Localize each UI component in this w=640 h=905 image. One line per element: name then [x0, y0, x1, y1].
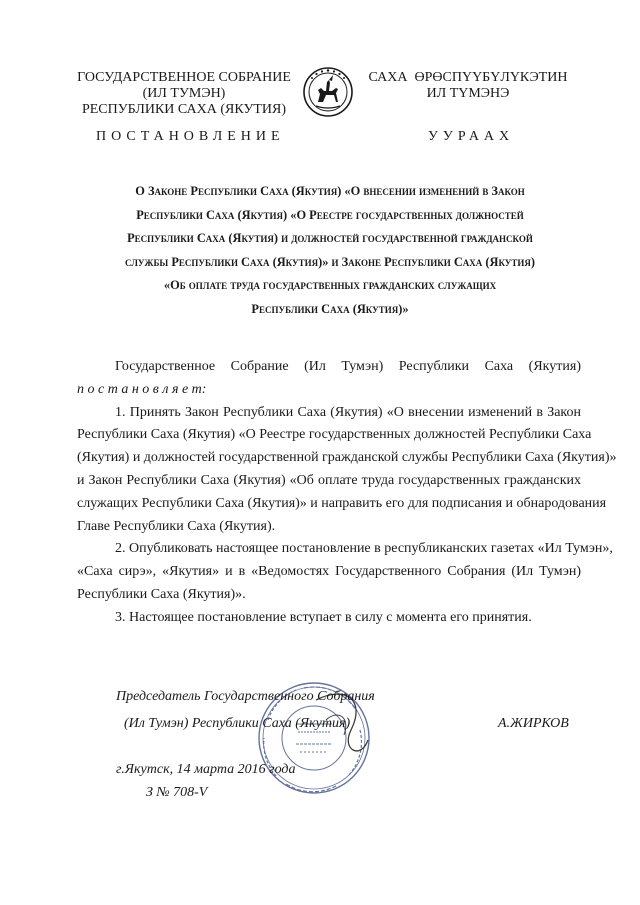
title-line-1: О Законе Республики Саха (Якутия) «О внесении изменений в Закон [135, 184, 525, 198]
header-right [362, 70, 574, 102]
item-1-line: служащих Республики Саха (Якутия)» и направить его для подписания и обнародования [77, 495, 607, 511]
header-left-line-3: РЕСПУБЛИКИ САХА (ЯКУТИЯ) [81, 102, 287, 117]
item-2-line: «Саха сирэ», «Якутия» и в «Ведомостях Государственного Собрания (Ил Тумэн) [77, 564, 581, 580]
doc-type-yakut: УУРААХ [428, 129, 515, 144]
title-line-3: Республики Саха (Якутия) и должностей государственной гражданской [127, 231, 533, 246]
title-line-5: «Об оплате труда государственных гражданских служащих [163, 278, 497, 293]
title-line-4: службы Республики Саха (Якутия)» и Законе Республики Саха (Якутия) [124, 254, 536, 269]
item-1-line: Главе Республики Саха (Якутия). [77, 518, 276, 534]
document-number: З № 708-V [146, 785, 208, 800]
header-left-line-2: (ИЛ ТУМЭН) [142, 86, 226, 101]
intro-line: Государственное Собрание (Ил Тумэн) Республики Саха (Якутия) [115, 359, 581, 374]
item-1 [77, 402, 617, 539]
header-right-line-2: ИЛ ТҮМЭНЭ [426, 86, 510, 101]
header-right-line-1: САХА ӨРӨСПҮҮБҮЛҮКЭТИН [368, 70, 568, 85]
item-2-line: Республики Саха (Якутия)». [77, 586, 246, 602]
item-1-line: Республики Саха (Якутия) «О Реестре государственных должностей Республики Саха [77, 427, 592, 443]
item-2 [77, 538, 613, 606]
place-date: г.Якутск, 14 марта 2016 года [116, 762, 296, 777]
item-1-line: (Якутия) и должностей государственной гражданской службы Республики Саха (Якутия)» [77, 450, 617, 466]
doc-type-russian: ПОСТАНОВЛЕНИЕ [96, 129, 285, 144]
header-left-line-1: ГОСУДАРСТВЕННОЕ СОБРАНИЕ [77, 70, 291, 85]
item-3: 3. Настоящее постановление вступает в силу с момента его принятия. [115, 609, 532, 625]
resolves-word: п о с т а н о в л я е т: [77, 381, 207, 397]
item-2-line: 2. Опубликовать настоящее постановление в республиканских газетах «Ил Тумэн», [115, 541, 613, 557]
signer-position-line-1: Председатель Государственного Собрания [116, 689, 375, 704]
signer-name: А.ЖИРКОВ [498, 716, 569, 731]
title-line-6: Республики Саха (Якутия)» [251, 301, 409, 316]
document-title [95, 180, 565, 322]
coat-of-arms-emblem [302, 66, 354, 118]
signer-position-line-2: (Ил Тумэн) Республики Саха (Якутия) [124, 716, 351, 731]
item-1-line: 1. Принять Закон Республики Саха (Якутия) «О внесении изменений в Закон [115, 404, 581, 420]
resolution-body [77, 356, 617, 630]
item-1-line: и Закон Республики Саха (Якутия) «Об оплате труда государственных гражданских [77, 472, 581, 488]
title-line-2: Республики Саха (Якутия) «О Реестре государственных должностей [136, 207, 524, 222]
header-left [74, 70, 294, 118]
